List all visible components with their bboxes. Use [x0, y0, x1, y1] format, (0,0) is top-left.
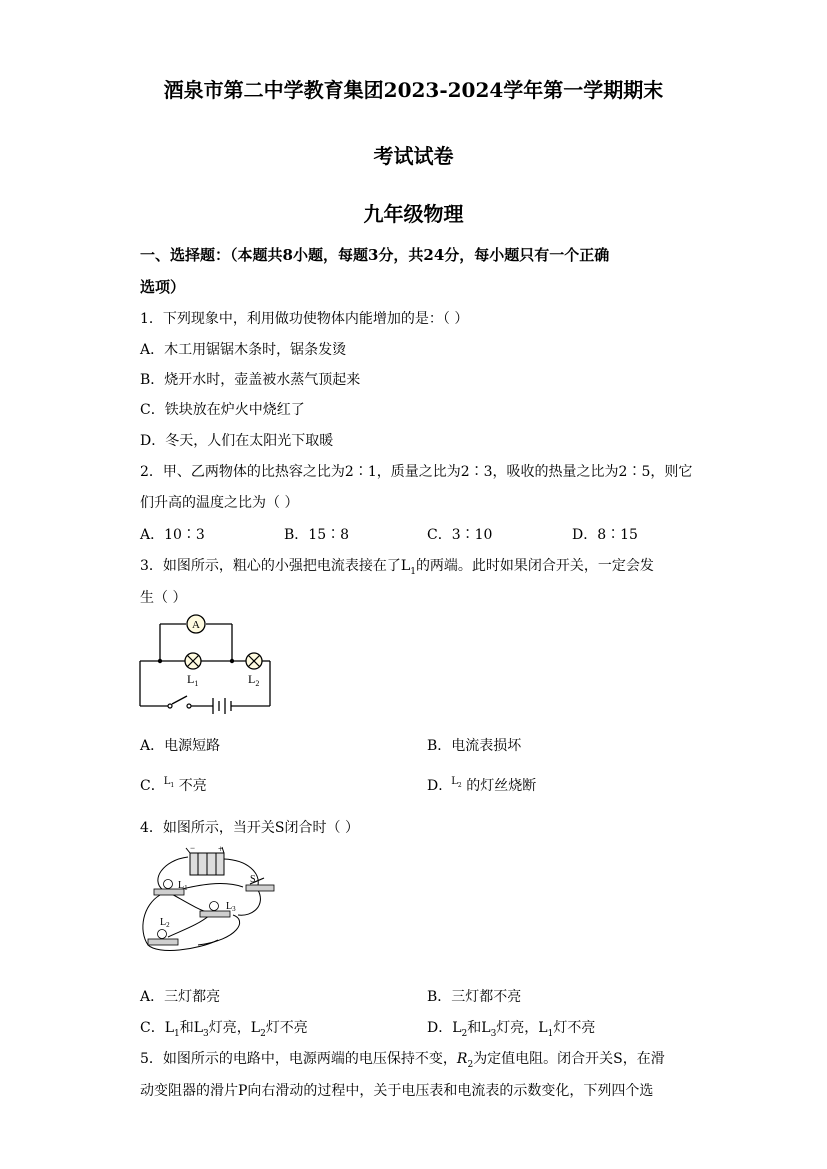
q2-option-a: A．10∶3: [140, 527, 205, 543]
q2-option-b: B．15∶8: [284, 527, 350, 543]
q3-option-c: [140, 775, 207, 795]
q2-stem-line1: 2．甲、乙两物体的比热容之比为2∶1，质量之比为2∶3，吸收的热量之比为2∶5，则它: [140, 464, 693, 480]
section-heading-line1: 一、选择题：（本题共8小题，每题3分，共24分，每小题只有一个正确: [140, 246, 610, 264]
q4-l2-label: $L_2$: [160, 917, 170, 929]
q3-option-d: [427, 775, 536, 795]
q4-minus-label: −: [190, 845, 196, 853]
q1-option-b: B．烧开水时，壶盖被水蒸气顶起来: [140, 372, 361, 388]
q4-option-c: C．$L_1$和$L_3$灯亮，$L_2$灯不亮: [140, 1020, 308, 1039]
q3-option-a: A．电源短路: [140, 738, 221, 754]
q5-stem-line1: 5．如图所示的电路中，电源两端的电压保持不变，$R_2$为定值电阻。闭合开关S，在滑: [140, 1051, 665, 1070]
q4-circuit-picture: [138, 845, 278, 953]
q3-option-c-text: 不亮: [178, 778, 207, 794]
exam-title-line2: 考试试卷: [373, 144, 454, 168]
q4-l3-label: $L_3$: [226, 901, 236, 913]
q3-ammeter-label: A: [192, 619, 200, 631]
q3-stem-part-b: 的两端。此时如果闭合开关，一定会发: [415, 558, 654, 574]
q3-option-d-prefix: D．: [427, 778, 453, 794]
q5-r-symbol: R: [456, 1051, 468, 1067]
q3-stem-line2: 生（ ）: [140, 590, 187, 606]
q3-option-c-symbol: $L_1$: [163, 776, 175, 789]
q5-stem-line2: 动变阻器的滑片P向右滑动的过程中，关于电压表和电流表的示数变化，下列四个选: [140, 1083, 654, 1099]
q2-stem-line2: 们升高的温度之比为（ ）: [140, 495, 299, 511]
q3-stem-line1: [140, 555, 654, 577]
q1-option-c: C．铁块放在炉火中烧红了: [140, 402, 305, 418]
q4-plus-label: +: [218, 845, 224, 854]
exam-title-line1: 酒泉市第二中学教育集团2023-2024学年第一学期期末: [163, 78, 664, 102]
q3-l2-label: $L_2$: [248, 672, 260, 688]
q1-option-a: A．木工用锯锯木条时，锯条发烫: [140, 342, 347, 358]
q3-lamp-l2: [246, 653, 262, 669]
q3-stem-sub: 1: [410, 566, 416, 577]
q2-option-c: C．3∶10: [427, 527, 493, 543]
q2-option-d: D．8∶15: [572, 527, 638, 543]
q4-switch-label: S: [250, 874, 256, 885]
q3-stem-part-a: 3．如图所示，粗心的小强把电流表接在了L: [140, 558, 411, 574]
exam-subtitle: 九年级物理: [363, 202, 464, 226]
q1-stem: 1．下列现象中，利用做功使物体内能增加的是：（ ）: [140, 311, 469, 327]
section-heading-line2: 选项）: [140, 278, 186, 296]
q3-option-c-prefix: C．: [140, 778, 165, 794]
q3-lamp-l1: [185, 653, 201, 669]
q4-option-b: B．三灯都不亮: [427, 989, 522, 1005]
q3-option-b: B．电流表损坏: [427, 738, 522, 754]
q3-option-d-symbol: $L_2$: [451, 776, 462, 789]
q4-stem: 4．如图所示，当开关S闭合时（ ）: [140, 820, 359, 836]
q4-option-a: A．三灯都亮: [140, 989, 221, 1005]
q3-circuit-diagram: [135, 612, 280, 714]
q4-l1-label: $L_1$: [178, 880, 188, 892]
q3-l1-label: $L_1$: [187, 672, 199, 688]
q4-option-d: D．$L_2$和$L_3$灯亮，$L_1$灯不亮: [427, 1020, 596, 1039]
q3-option-d-text: 的灯丝烧断: [466, 778, 537, 794]
q1-option-d: D．冬天，人们在太阳光下取暖: [140, 433, 334, 449]
